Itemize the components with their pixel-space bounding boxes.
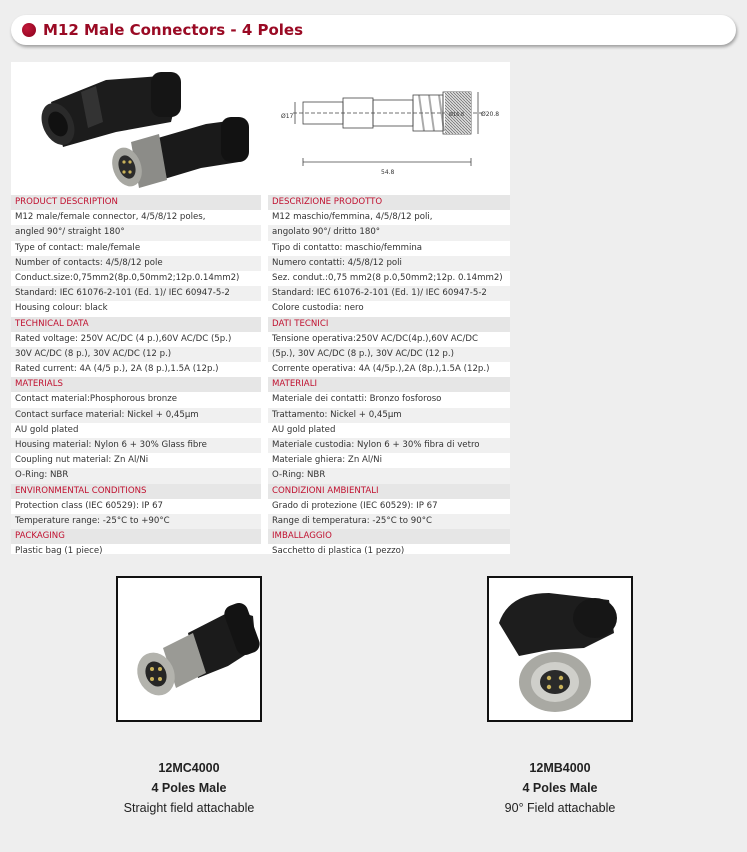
spec-row: Materiale ghiera: Zn Al/Ni bbox=[272, 455, 382, 466]
product-caption-12mb4000 bbox=[450, 758, 670, 818]
product-caption-12mc4000 bbox=[79, 758, 299, 818]
spec-row: Materiale dei contatti: Bronzo fosforoso bbox=[272, 394, 442, 405]
page-title: M12 Male Connectors - 4 Poles bbox=[43, 21, 304, 39]
spec-row: Numero contatti: 4/5/8/12 poli bbox=[268, 256, 510, 271]
spec-row: Sez. condut.:0,75 mm2(8 p.0,50mm2;12p. 0.14mm2) bbox=[272, 272, 503, 283]
spec-row: Protection class (IEC 60529): IP 67 bbox=[15, 500, 164, 511]
spec-row: Tipo di contatto: maschio/femmina bbox=[272, 242, 423, 253]
spec-row: Type of contact: male/female bbox=[15, 242, 141, 253]
spec-row: Number of contacts: 4/5/8/12 pole bbox=[11, 256, 261, 271]
section-heading: DATI TECNICI bbox=[268, 317, 510, 332]
bullet-icon bbox=[22, 23, 36, 37]
spec-row: AU gold plated bbox=[272, 424, 336, 435]
spec-row: M12 male/female connector, 4/5/8/12 poles, bbox=[15, 212, 206, 223]
spec-row: Conduct.size:0,75mm2(8p.0,50mm2;12p.0.14mm2) bbox=[15, 272, 240, 283]
spec-column-english bbox=[11, 195, 261, 560]
spec-row: M12 maschio/femmina, 4/5/8/12 poli, bbox=[272, 212, 433, 223]
product-poles: 4 Poles Male bbox=[151, 781, 227, 795]
angled-connector-image bbox=[489, 578, 631, 720]
spec-row: AU gold plated bbox=[15, 424, 79, 435]
product-code: 12MB4000 bbox=[529, 761, 591, 775]
spec-row: Colore custodia: nero bbox=[272, 303, 364, 314]
spec-row: 30V AC/DC (8 p.), 30V AC/DC (12 p.) bbox=[11, 347, 261, 362]
page-header bbox=[11, 15, 736, 45]
spec-row: Standard: IEC 61076-2-101 (Ed. 1)/ IEC 60947-5-2 bbox=[11, 286, 261, 301]
section-heading: DESCRIZIONE PRODOTTO bbox=[268, 195, 510, 210]
section-heading: MATERIALS bbox=[11, 377, 261, 392]
section-heading: MATERIALI bbox=[268, 377, 510, 392]
section-heading: IMBALLAGGIO bbox=[268, 529, 510, 544]
section-heading: PACKAGING bbox=[11, 529, 261, 544]
spec-row: Contact material:Phosphorous bronze bbox=[15, 394, 178, 405]
dim-total-label: 54.8 bbox=[381, 169, 395, 176]
spec-row: Housing material: Nylon 6 + 30% Glass fibre bbox=[11, 438, 261, 453]
spec-row: Plastic bag (1 piece) bbox=[15, 546, 103, 557]
technical-drawing bbox=[273, 62, 510, 192]
dim-inner-label: Ø16.8 bbox=[449, 112, 465, 118]
spec-row: Contact surface material: Nickel + 0,45µm bbox=[11, 408, 261, 423]
spec-row: Standard: IEC 61076-2-101 (Ed. 1)/ IEC 60947-5-2 bbox=[268, 286, 510, 301]
spec-column-italian bbox=[268, 195, 510, 560]
spec-row: Trattamento: Nickel + 0,45µm bbox=[268, 408, 510, 423]
spec-row: Tensione operativa:250V AC/DC(4p.),60V AC/DC bbox=[272, 333, 479, 344]
spec-row: Coupling nut material: Zn Al/Ni bbox=[15, 455, 149, 466]
datasheet bbox=[11, 62, 510, 557]
section-heading: PRODUCT DESCRIPTION bbox=[11, 195, 261, 210]
spec-row: Rated voltage: 250V AC/DC (4 p.),60V AC/DC (5p.) bbox=[15, 333, 232, 344]
connector-photo bbox=[11, 62, 263, 192]
spec-row: angled 90°/ straight 180° bbox=[11, 225, 261, 240]
dim-right-label: Ø20.8 bbox=[481, 111, 500, 118]
section-heading: ENVIRONMENTAL CONDITIONS bbox=[11, 484, 261, 499]
spec-row: Grado di protezione (IEC 60529): IP 67 bbox=[272, 500, 438, 511]
product-poles: 4 Poles Male bbox=[522, 781, 598, 795]
spec-row: Sacchetto di plastica (1 pezzo) bbox=[272, 546, 405, 557]
spec-row: Corrente operativa: 4A (4/5p.),2A (8p.),1.5A (12p.) bbox=[272, 364, 490, 375]
spec-row: O-Ring: NBR bbox=[11, 468, 261, 483]
straight-connector-image bbox=[118, 578, 260, 720]
product-attachment: Straight field attachable bbox=[123, 801, 255, 815]
spec-row: Housing colour: black bbox=[15, 303, 108, 314]
product-card-12mb4000[interactable] bbox=[487, 576, 633, 722]
spec-row: Materiale custodia: Nylon 6 + 30% fibra di vetro bbox=[268, 438, 510, 453]
product-code: 12MC4000 bbox=[158, 761, 220, 775]
product-attachment: 90° Field attachable bbox=[504, 801, 616, 815]
spec-row: (5p.), 30V AC/DC (8 p.), 30V AC/DC (12 p.) bbox=[268, 347, 510, 362]
dim-left-label: Ø17 bbox=[281, 113, 294, 120]
spec-row: angolato 90°/ dritto 180° bbox=[268, 225, 510, 240]
section-heading: CONDIZIONI AMBIENTALI bbox=[268, 484, 510, 499]
spec-row: Rated current: 4A (4/5 p.), 2A (8 p.),1.5A (12p.) bbox=[15, 364, 219, 375]
product-card-12mc4000[interactable] bbox=[116, 576, 262, 722]
spec-row: Temperature range: -25°C to +90°C bbox=[11, 514, 261, 529]
spec-row: O-Ring: NBR bbox=[268, 468, 510, 483]
spec-row: Range di temperatura: -25°C to 90°C bbox=[268, 514, 510, 529]
section-heading: TECHNICAL DATA bbox=[11, 317, 261, 332]
